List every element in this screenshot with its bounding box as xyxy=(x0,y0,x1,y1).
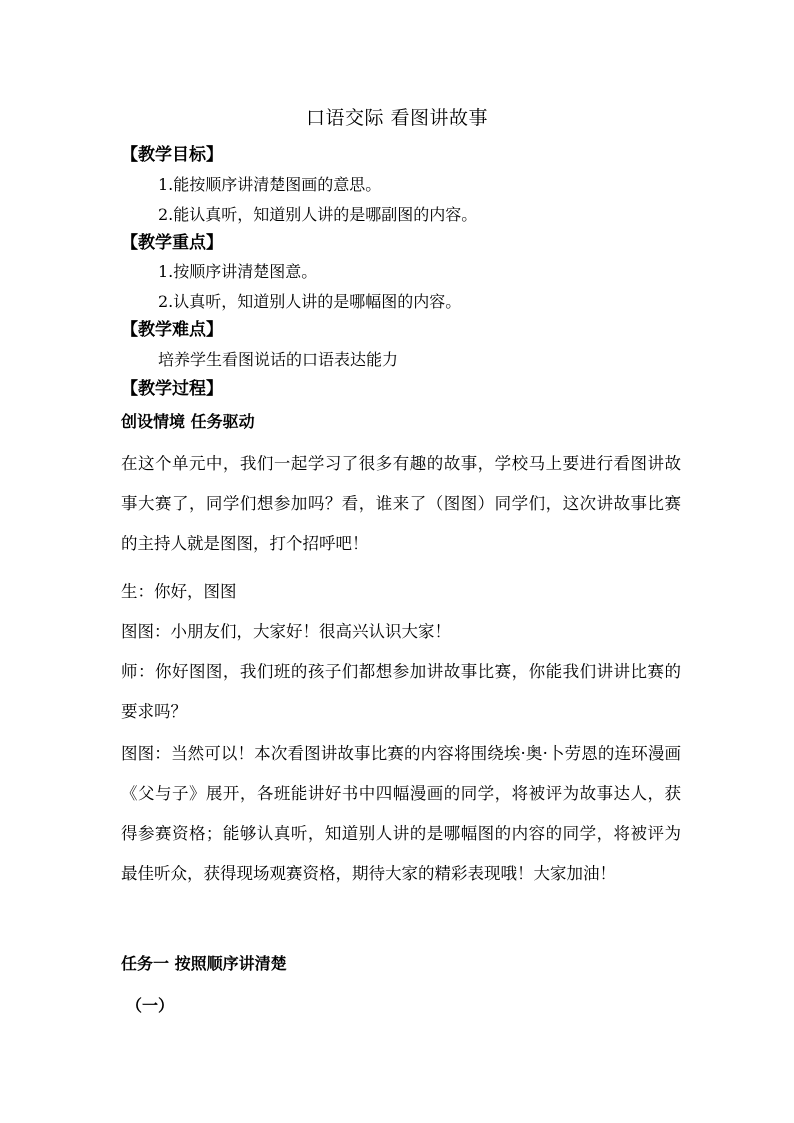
teacher-question: 师：你好图图，我们班的孩子们都想参加讲故事比赛，你能我们讲讲比赛的要求吗？ xyxy=(121,662,681,721)
objective-item-1: 1.能按顺序讲清楚图画的意思。 xyxy=(158,175,382,194)
objective-item-2: 2.能认真听，知道别人讲的是哪副图的内容。 xyxy=(158,205,478,224)
student-greeting: 生：你好，图图 xyxy=(121,582,237,601)
task1-heading: 任务一 按照顺序讲清楚 xyxy=(121,954,287,973)
key-point-item-2: 2.认真听，知道别人讲的是哪幅图的内容。 xyxy=(158,292,462,311)
difficulties-heading: 【教学难点】 xyxy=(121,320,223,340)
tutu-greeting: 图图：小朋友们，大家好！很高兴认识大家！ xyxy=(121,622,451,641)
difficulty-item-1: 培养学生看图说话的口语表达能力 xyxy=(158,350,399,369)
task1-subsection-number: （一） xyxy=(126,996,175,1015)
objectives-heading: 【教学目标】 xyxy=(121,145,223,165)
key-point-item-1: 1.按顺序讲清楚图意。 xyxy=(158,262,318,281)
intro-paragraph: 在这个单元中，我们一起学习了很多有趣的故事，学校马上要进行看图讲故事大赛了，同学们想参加吗？看，谁来了（图图）同学们，这次讲故事比赛的主持人就是图图，打个招呼吧！ xyxy=(121,454,681,553)
key-points-heading: 【教学重点】 xyxy=(121,233,223,253)
tutu-rules-paragraph: 图图：当然可以！本次看图讲故事比赛的内容将围绕埃·奥·卜劳恩的连环漫画《父与子》展开，各班能讲好书中四幅漫画的同学，将被评为故事达人，获得参赛资格；能够认真听，知道别人讲的是哪幅图的内容的同学，将被评为最佳听众，获得现场观赛资格，期待大家的精彩表现哦！大家加油！ xyxy=(121,744,681,883)
scene-heading: 创设情境 任务驱动 xyxy=(121,412,255,431)
process-heading: 【教学过程】 xyxy=(121,379,223,399)
page-title: 口语交际 看图讲故事 xyxy=(305,107,489,129)
